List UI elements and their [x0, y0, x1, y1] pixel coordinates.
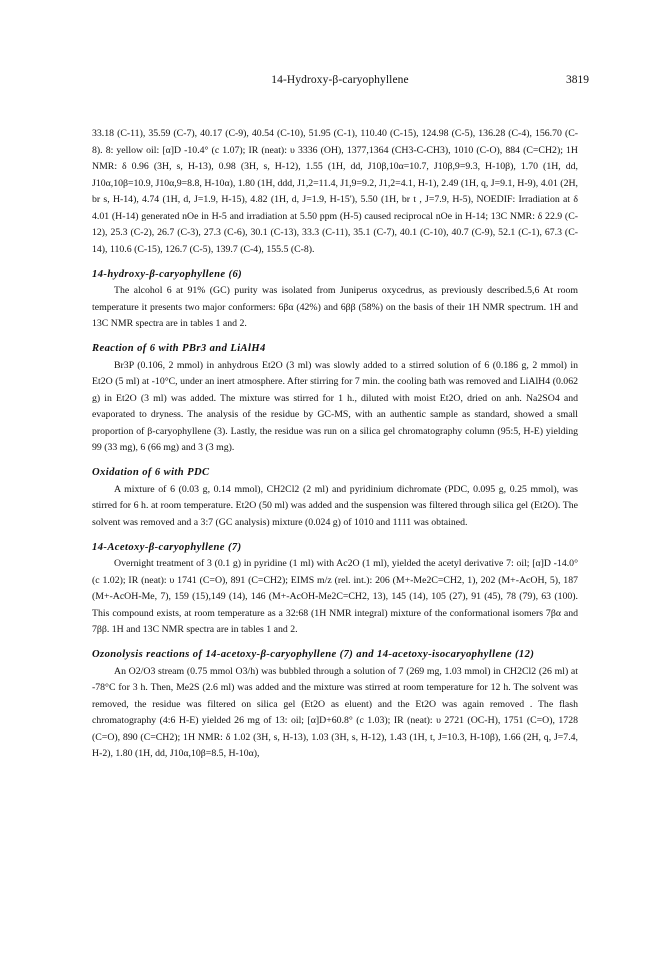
paragraph: 33.18 (C-11), 35.59 (C-7), 40.17 (C-9), 40.54 (C-10), 51.95 (C-1), 110.40 (C-15), 124.98 (C-5), 136.28 (C-4), 156.70 (C-8). 8: yellow oil: [α]D -10.4° (c 1.07); IR (neat): υ 3336 (OH), 1377,1364 (CH3-C-CH3), 1010 (C-O), 884 (C=CH2); 1H NMR: δ 0.96 (3H, s, H-13), 0.98 (3H, s, H-12), 1.55 (1H, dd, J10β,10α=10.7, J10β,9=9.3, H-10β), 1.70 (1H, dd, J10α,10β=10.9, J10α,9=8.8, H-10α), 1.80 (1H, ddd, J1,2=11.4, J1,9=9.2, J1,2=4.1, H-1), 2.49 (1H, q, J=9.1, H-9), 4.01 (2H, br s, H-14), 4.74 (1H, d, J=1.9, H-15), 4.82 (1H, d, J=1.9, H-15'), 5.50 (1H, br t , J=7.9, H-5), NOEDIF: Irradiation at δ 4.01 (H-14) generated nOe in H-5 and irradiation at 5.50 ppm (H-5) caused reciprocal nOe in H-14; 13C NMR: δ 22.9 (C-12), 25.3 (C-2), 26.7 (C-3), 27.3 (C-6), 30.1 (C-13), 33.3 (C-11), 35.1 (C-7), 40.1 (C-10), 40.7 (C-9), 52.1 (C-1), 67.3 (C-14), 110.6 (C-15), 126.7 (C-5), 139.7 (C-4), 155.5 (C-8). [92, 128, 578, 255]
paragraph: Overnight treatment of 3 (0.1 g) in pyridine (1 ml) with Ac2O (1 ml), yielded the acetyl derivative 7: oil; [α]D -14.0° (c 1.02); IR (neat): υ 1741 (C=O), 891 (C=CH2); EIMS m/z (rel. int.): 206 (M+-Me2C=CH2, 1), 202 (M+-AcOH, 5), 187 (M+-AcOH-Me, 7), 159 (15),149 (14), 146 (M+-AcOH-Me2C=CH2, 13), 145 (14), 105 (27), 91 (45), 78 (79), 63 (100). This compound exists, at room temperature as a 32:68 (1H NMR integral) mixture of the conformational isomers 7βα and 7ββ. 1H and 13C NMR spectra are in tables 1 and 2. [92, 558, 578, 635]
spacer [92, 457, 578, 466]
page-number: 3819 [566, 74, 589, 86]
spacer [92, 333, 578, 342]
body-text [92, 126, 578, 763]
paragraph: The alcohol 6 at 91% (GC) purity was isolated from Juniperus oxycedrus, as previously described.5,6 At room temperature it presents two major conformers: 6βα (42%) and 6ββ (58%) on the basis of their 1H NMR spectrum. 1H and 13C NMR spectra are in tables 1 and 2. [92, 285, 578, 329]
paragraph: A mixture of 6 (0.03 g, 0.14 mmol), CH2Cl2 (2 ml) and pyridinium dichromate (PDC, 0.095 g, 0.25 mmol), was stirred for 6 h. at room temperature. Et2O (50 ml) was added and the suspension was filtered through silica gel (Et2O). The solvent was removed and a 3:7 (GC analysis) mixture (0.024 g) of 1010 and 1111 was obtained. [92, 483, 578, 528]
section-heading: Reaction of 6 with PBr3 and LiAlH4 [92, 343, 266, 354]
section-heading: 14-Acetoxy-β-caryophyllene (7) [92, 541, 242, 553]
section-heading: Ozonolysis reactions of 14-acetoxy-β-caryophyllene (7) and 14-acetoxy-isocaryophyllene (12) [92, 649, 535, 660]
running-title: 14-Hydroxy-β-caryophyllene [271, 74, 409, 86]
paragraph: An O2/O3 stream (0.75 mmol O3/h) was bubbled through a solution of 7 (269 mg, 1.03 mmol) in CH2Cl2 (26 ml) at -78°C for 3 h. Then, Me2S (2.6 ml) was added and the mixture was stirred at room temperature for 12 h. The solvent was removed, the residue was filtered on silica gel (Et2O as eluent) and the Et2O was again removed . The flash chromatography (4:6 H-E) yielded 26 mg of 13: oil; [α]D+60.8° (c 1.03); IR (neat): υ 2721 (OC-H), 1751 (C=O), 1728 (C=O), 890 (C=CH2); 1H NMR: δ 1.02 (3H, s, H-13), 1.03 (3H, s, H-12), 1.43 (1H, t, J=10.3, H-10β), 1.66 (2H, q, J=7.4, H-2), 1.80 (1H, dd, J10α,10β=8.5, H-10α), [92, 665, 578, 759]
section-heading: Oxidation of 6 with PDC [92, 467, 210, 478]
paragraph: Br3P (0.106, 2 mmol) in anhydrous Et2O (3 ml) was slowly added to a stirred solution of 6 (0.186 g, 2 mmol) in Et2O (5 ml) at -10°C, under an inert atmosphere. After stirring for 7 min. the cooling bath was removed and LiAlH4 (0.062 g) in Et2O (3 ml) was added. The mixture was stirred for 1 h., diluted with moist Et2O, dried on anh. Na2SO4 and evaporated to dryness. The analysis of the residue by GC-MS, with an authentic sample as standard, showed a small proportion of β-caryophyllene (3). Lastly, the residue was run on a silica gel chromatography column (95:5, H-E) yielding 99 (33 mg), 6 (66 mg) and 3 (3 mg). [92, 359, 578, 453]
spacer [92, 258, 578, 267]
running-header [0, 74, 672, 90]
spacer [92, 639, 578, 648]
section-heading: 14-hydroxy-β-caryophyllene (6) [92, 268, 243, 280]
spacer [92, 531, 578, 540]
